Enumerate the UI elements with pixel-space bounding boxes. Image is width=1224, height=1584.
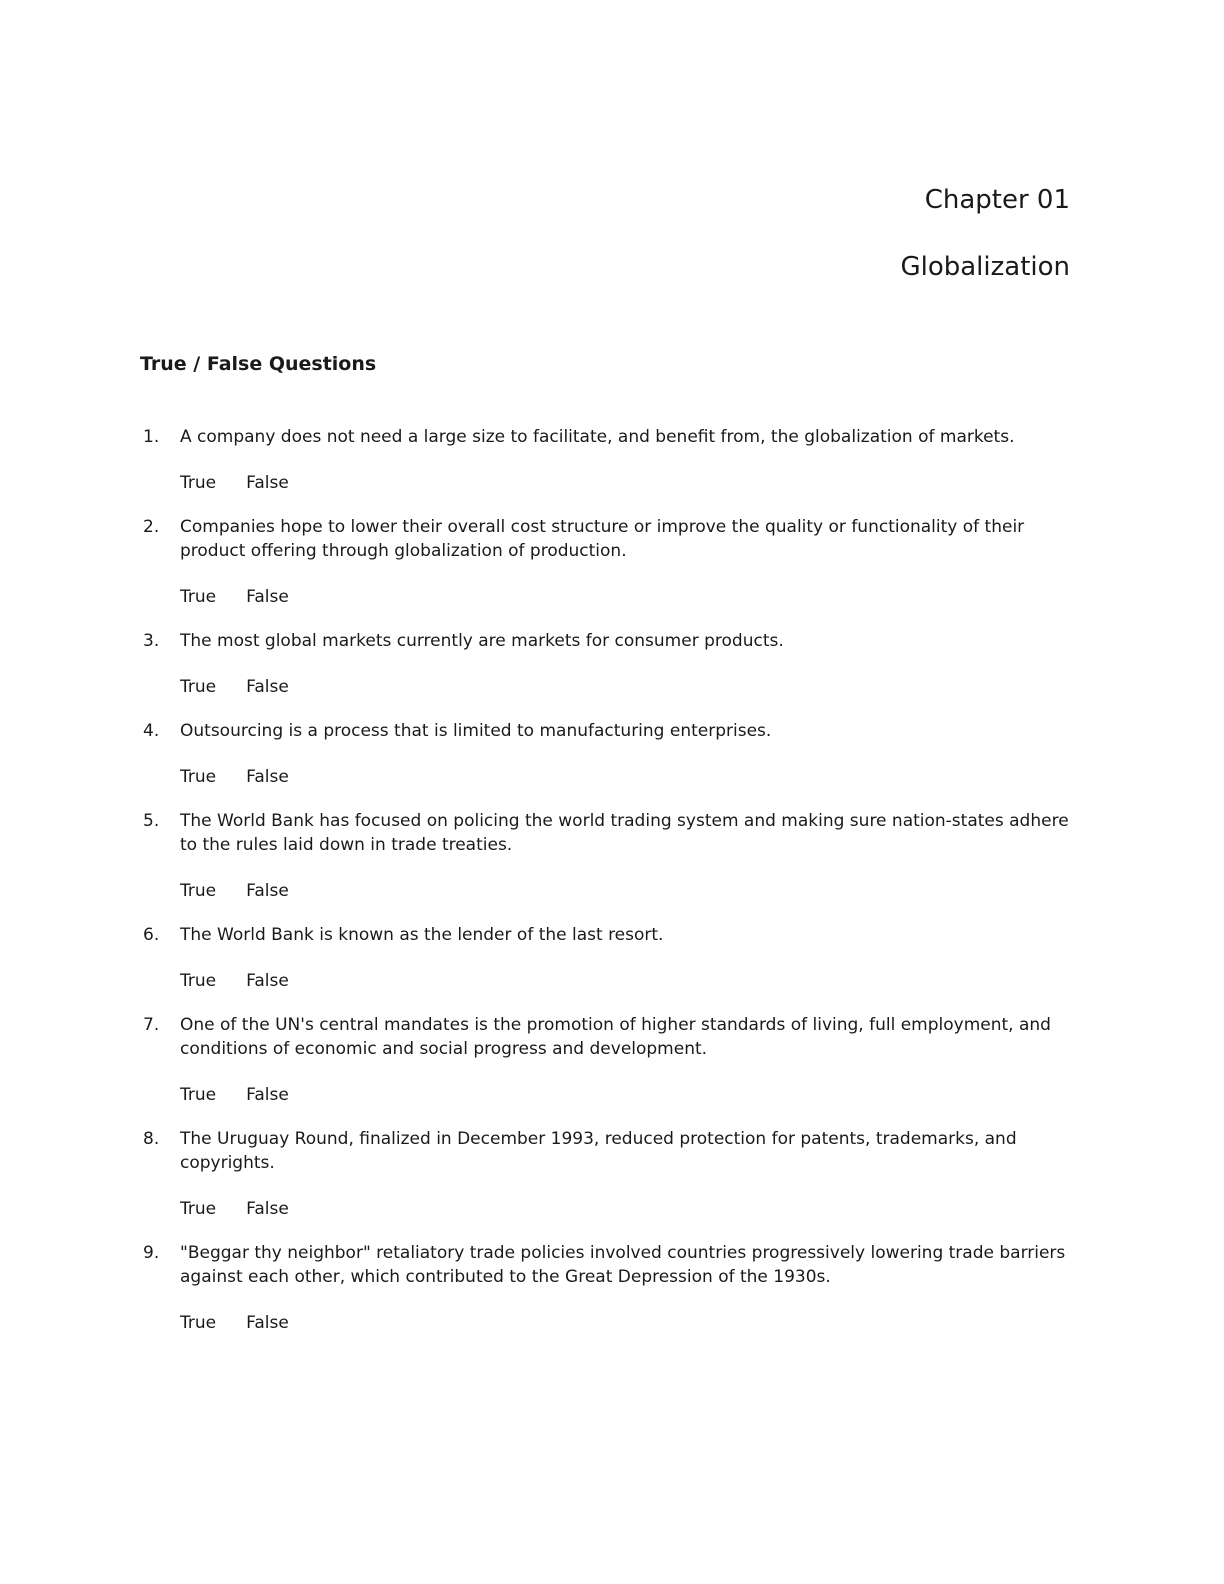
question-options [140,879,1070,903]
question-row [140,1241,1070,1289]
question-text: "Beggar thy neighbor" retaliatory trade policies involved countries progressively lowering trade barriers against each other, which contributed to the Great Depression of the 1930s. [180,1243,1066,1287]
question-text: The Uruguay Round, finalized in December 1993, reduced protection for patents, trademarks, and copyrights. [180,1129,1017,1173]
true-option[interactable]: True [180,881,217,901]
question-row [140,629,1070,653]
question-options [140,471,1070,495]
question-options [140,1311,1070,1335]
question-number: 8. [143,1129,160,1149]
question-row [140,719,1070,743]
question-options [140,585,1070,609]
question-row [140,515,1070,563]
false-option[interactable]: False [246,1085,289,1105]
question-text: Companies hope to lower their overall cost structure or improve the quality or functionality of their product offering through globalization of production. [180,517,1025,561]
question-row [140,1013,1070,1061]
question-item [140,425,1070,495]
question-text: The World Bank has focused on policing the world trading system and making sure nation-states adhere to the rules laid down in trade treaties. [180,811,1069,855]
question-number: 4. [143,721,160,741]
true-option[interactable]: True [180,1085,217,1105]
true-option[interactable]: True [180,971,217,991]
question-item [140,1013,1070,1107]
true-option[interactable]: True [180,587,217,607]
question-options [140,675,1070,699]
chapter-subtitle: Globalization [900,252,1070,282]
question-item [140,515,1070,609]
question-row [140,923,1070,947]
question-options [140,765,1070,789]
question-options [140,969,1070,993]
question-options [140,1197,1070,1221]
chapter-title: Chapter 01 [924,185,1070,215]
question-text: A company does not need a large size to facilitate, and benefit from, the globalization of markets. [180,427,1015,447]
section-heading: True / False Questions [140,353,377,375]
question-number: 7. [143,1015,160,1035]
question-number: 2. [143,517,160,537]
question-row [140,809,1070,857]
questions-list [140,425,1070,1335]
question-item [140,809,1070,903]
false-option[interactable]: False [246,677,289,697]
true-option[interactable]: True [180,473,217,493]
question-item [140,719,1070,789]
question-number: 9. [143,1243,160,1263]
question-text: One of the UN's central mandates is the promotion of higher standards of living, full employment, and conditions of economic and social progress and development. [180,1015,1051,1059]
question-row [140,425,1070,449]
question-item [140,629,1070,699]
question-number: 5. [143,811,160,831]
false-option[interactable]: False [246,767,289,787]
question-text: The World Bank is known as the lender of the last resort. [180,925,664,945]
question-number: 1. [143,427,160,447]
question-text: The most global markets currently are markets for consumer products. [180,631,784,651]
question-row [140,1127,1070,1175]
false-option[interactable]: False [246,881,289,901]
false-option[interactable]: False [246,971,289,991]
false-option[interactable]: False [246,1199,289,1219]
false-option[interactable]: False [246,1313,289,1333]
false-option[interactable]: False [246,473,289,493]
true-option[interactable]: True [180,677,217,697]
true-option[interactable]: True [180,767,217,787]
true-option[interactable]: True [180,1313,217,1333]
true-option[interactable]: True [180,1199,217,1219]
question-options [140,1083,1070,1107]
question-number: 6. [143,925,160,945]
question-text: Outsourcing is a process that is limited to manufacturing enterprises. [180,721,772,741]
false-option[interactable]: False [246,587,289,607]
question-item [140,923,1070,993]
question-number: 3. [143,631,160,651]
question-item [140,1241,1070,1335]
question-item [140,1127,1070,1221]
